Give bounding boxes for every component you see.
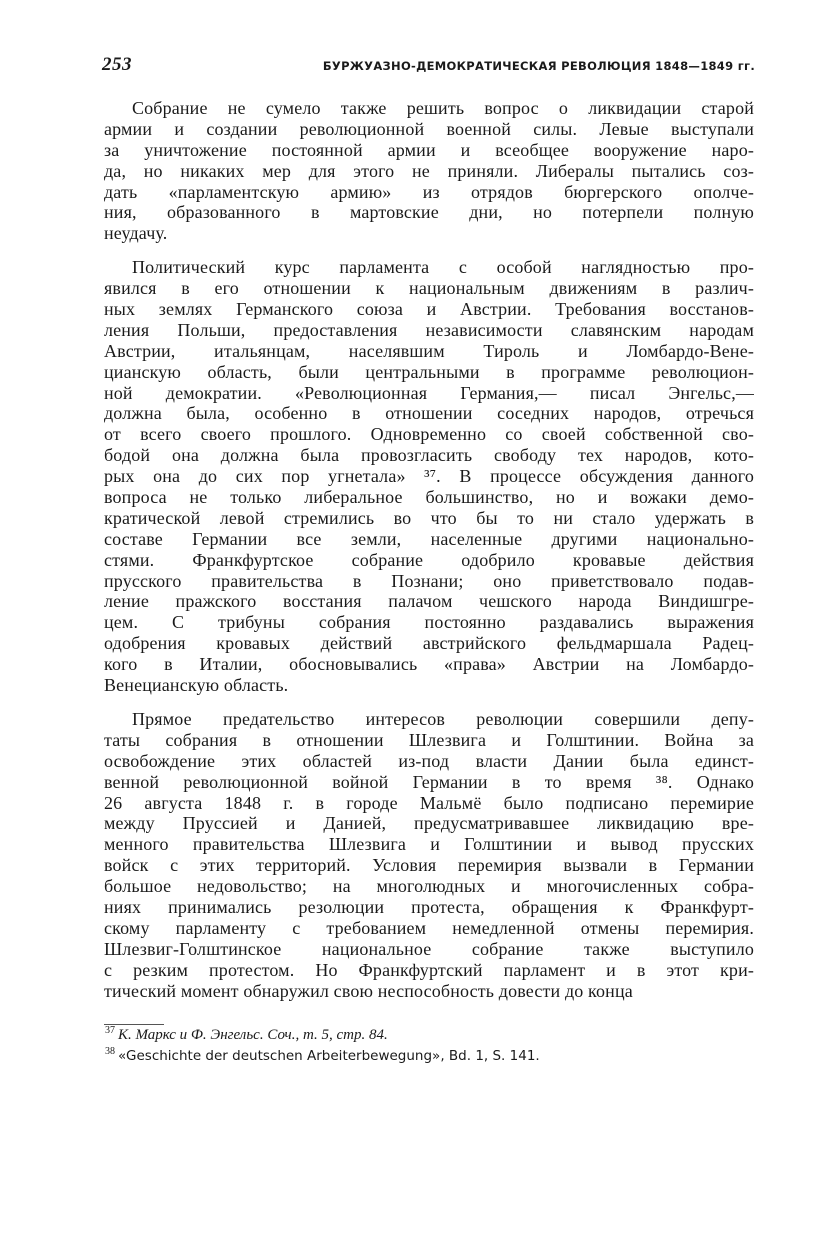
page-number: 253 xyxy=(102,54,132,75)
text-line: ния, образованного в мартовские дни, но потерпели полную xyxy=(104,202,754,223)
text-line: ления Польши, предоставления независимости славянским народам xyxy=(104,319,754,340)
text-line: от всего своего прошлого. Одновременно со своей собственной сво- xyxy=(104,424,754,445)
text-line: войск с этих территорий. Условия перемирия вызвали в Германии xyxy=(104,855,754,876)
text-line: кого в Италии, обосновывались «права» Австрии на Ломбардо- xyxy=(104,654,754,675)
footnote-number: 37 xyxy=(105,1025,115,1036)
text-line: с резким протестом. Но Франкфуртский парламент и в этот кри- xyxy=(104,959,754,980)
text-line: ных землях Германского союза и Австрии. Требования восстанов- xyxy=(104,299,754,320)
text-line: освобождение этих областей из-под власти Дании была единст- xyxy=(104,750,754,771)
footnote xyxy=(104,1025,754,1046)
text-line: стями. Франкфуртское собрание одобрило кровавые действия xyxy=(104,549,754,570)
paragraph-gap xyxy=(104,696,754,709)
text-line: одобрения кровавых действий австрийского фельдмаршала Радец- xyxy=(104,633,754,654)
text-line: менного правительства Шлезвига и Голштинии и вывод прусских xyxy=(104,834,754,855)
text-line: Собрание не сумело также решить вопрос о ликвидации старой xyxy=(132,98,754,118)
paragraph-gap xyxy=(104,244,754,257)
text-line: цианскую область, были центральными в программе революцион- xyxy=(104,361,754,382)
text-line: кратической левой стремились во что бы то ни стало удержать в xyxy=(104,507,754,528)
paragraph xyxy=(104,257,754,696)
paragraph xyxy=(104,709,754,1001)
running-title: БУРЖУАЗНО-ДЕМОКРАТИЧЕСКАЯ РЕВОЛЮЦИЯ 1848—1849 гг. xyxy=(322,59,755,73)
text-line: ной демократии. «Революционная Германия,— писал Энгельс,— xyxy=(104,382,754,403)
footnote xyxy=(104,1046,754,1067)
text-line: ление пражского восстания палачом чешского народа Виндишгре- xyxy=(104,591,754,612)
text-line: прусского правительства в Познани; оно приветствовало подав- xyxy=(104,570,754,591)
footnote-text: К. Маркс и Ф. Энгельс. Соч., т. 5, стр. 84. xyxy=(118,1027,388,1043)
text-line: Австрии, итальянцам, населявшим Тироль и Ломбардо-Вене- xyxy=(104,340,754,361)
text-line: явился в его отношении к национальным движениям в различ- xyxy=(104,278,754,299)
footnote-text: «Geschichte der deutschen Arbeiterbewegung», Bd. 1, S. 141. xyxy=(118,1048,540,1064)
text-line: скому парламенту с требованием немедленной отмены перемирия. xyxy=(104,917,754,938)
text-line: армии и создании революционной военной силы. Левые выступали xyxy=(104,118,754,139)
text-line: да, но никаких мер для этого не приняли. Либералы пытались соз- xyxy=(104,160,754,181)
text-line: дать «парламентскую армию» из отрядов бюргерского ополче- xyxy=(104,181,754,202)
text-line: цем. С трибуны собрания постоянно раздавались выражения xyxy=(104,612,754,633)
text-line: неудачу. xyxy=(104,223,168,244)
text-line: ниях принимались резолюции протеста, обращения к Франкфурт- xyxy=(104,896,754,917)
footnotes xyxy=(104,1025,754,1067)
text-line: тический момент обнаружил свою неспособность довести до конца xyxy=(104,980,633,1001)
body-text xyxy=(104,98,754,1001)
text-line: бодой она должна была провозгласить свободу тех народов, кото- xyxy=(104,445,754,466)
text-line: 26 августа 1848 г. в городе Мальмё было подписано перемирие xyxy=(104,792,754,813)
text-line: Шлезвиг-Голштинское национальное собрание также выступило xyxy=(104,938,754,959)
running-head xyxy=(102,54,755,76)
paragraph xyxy=(104,98,754,244)
text-line: Венецианскую область. xyxy=(104,675,289,696)
text-line: составе Германии все земли, населенные другими национально- xyxy=(104,528,754,549)
text-line: Политический курс парламента с особой наглядностью про- xyxy=(132,257,754,278)
text-line: за уничтожение постоянной армии и всеобщее вооружение наро- xyxy=(104,139,754,160)
text-line: таты собрания в отношении Шлезвига и Голштинии. Война за xyxy=(104,729,754,750)
text-line: рых она до сих пор угнетала» ³⁷. В процессе обсуждения данного xyxy=(104,466,754,487)
text-line: вопроса не только либеральное большинство, но и вожаки демо- xyxy=(104,487,754,508)
footnote-number: 38 xyxy=(105,1046,115,1057)
text-line: должна была, особенно в отношении соседних народов, отречься xyxy=(104,403,754,424)
text-line: венной революционной войной Германии в то время ³⁸. Однако xyxy=(104,771,754,792)
text-line: большое недовольство; на многолюдных и многочисленных собра- xyxy=(104,876,754,897)
text-line: Прямое предательство интересов революции совершили депу- xyxy=(132,708,754,729)
text-line: между Пруссией и Данией, предусматривавшее ликвидацию вре- xyxy=(104,813,754,834)
